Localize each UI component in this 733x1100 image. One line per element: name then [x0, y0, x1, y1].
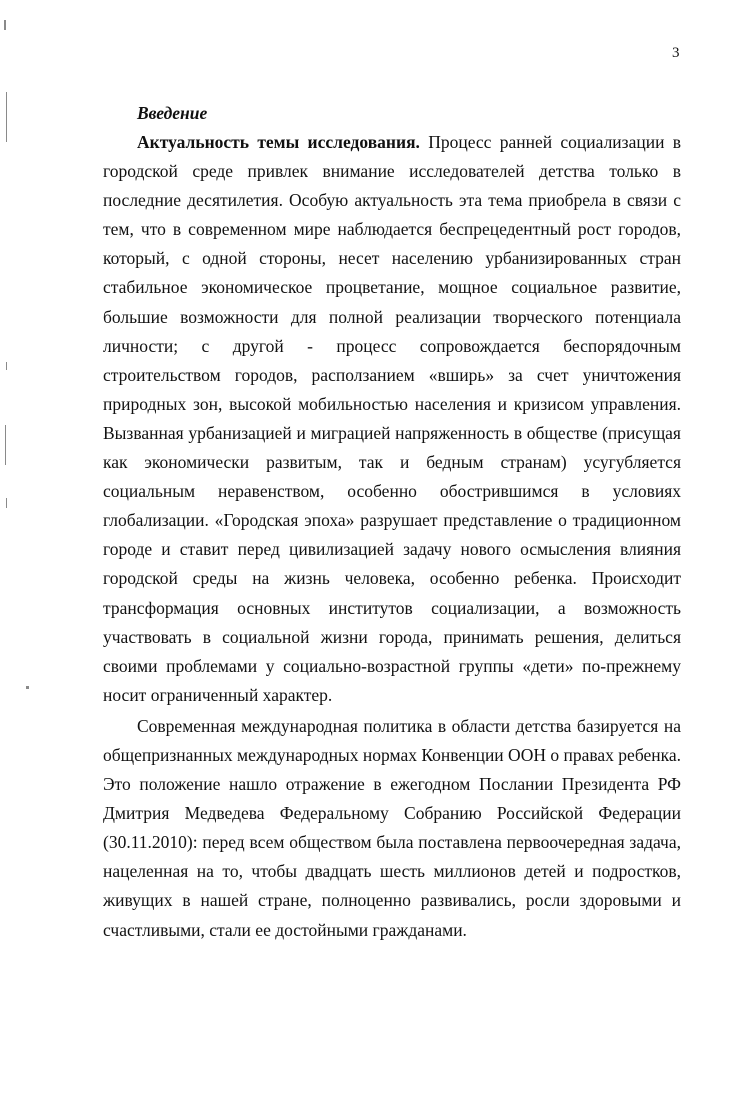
paragraph-text: Процесс ранней социализации в городской среде привлек внимание исследователей детства только в последние десятилетия. Особую актуальность эта тема приобрела в связи с тем, что в современном мире наблюдается беспрецедентный рост городов, который, с одной стороны, несет населению урбанизированных стран стабильное экономическое процветание, мощное социальное развитие, большие возможности для полной реализации творческого потенциала личности; с другой - процесс сопровождается беспорядочным строительством городов, расползанием «вширь» за счет уничтожения природных зон, высокой мобильностью населения и кризисом управления. Вызванная урбанизацией и миграцией напряженность в обществе (присущая как экономически развитым, так и бедным странам) усугубляется социальным неравенством, особенно обострившимся в условиях глобализации. «Городская эпоха» разрушает представление о традиционном городе и ставит перед цивилизацией задачу нового осмысления влияния городской среды на жизнь человека, особенно ребенка. Происходит трансформация основных институтов социализации, а возможность участвовать в социальной жизни города, принимать решения, делиться своими проблемами у социально-возрастной группы «дети» по-прежнему носит ограниченный характер. — [103, 132, 681, 705]
page-content — [103, 99, 681, 945]
paragraph-policy: Современная международная политика в области детства базируется на общепризнанных международных нормах Конвенции ООН о правах ребенка. Это положение нашло отражение в ежегодном Послании Президента РФ Дмитрия Медведева Федеральному Собранию Российской Федерации (30.11.2010): перед всем обществом была поставлена первоочередная задача, нацеленная на то, чтобы двадцать шесть миллионов детей и подростков, живущих в нашей стране, полноценно развивались, росли здоровыми и счастливыми, стали ее достойными гражданами. — [103, 715, 681, 940]
scan-artifact — [5, 425, 6, 465]
scan-artifact — [6, 362, 7, 370]
scan-artifact — [6, 92, 7, 142]
paragraph-relevance — [103, 128, 681, 710]
page-number: 3 — [672, 45, 680, 61]
paragraph-lead: Актуальность темы исследования. — [137, 132, 420, 152]
scan-artifact — [6, 498, 7, 508]
scan-artifact — [26, 686, 29, 689]
scan-artifact — [4, 20, 6, 30]
section-heading: Введение — [137, 103, 208, 123]
